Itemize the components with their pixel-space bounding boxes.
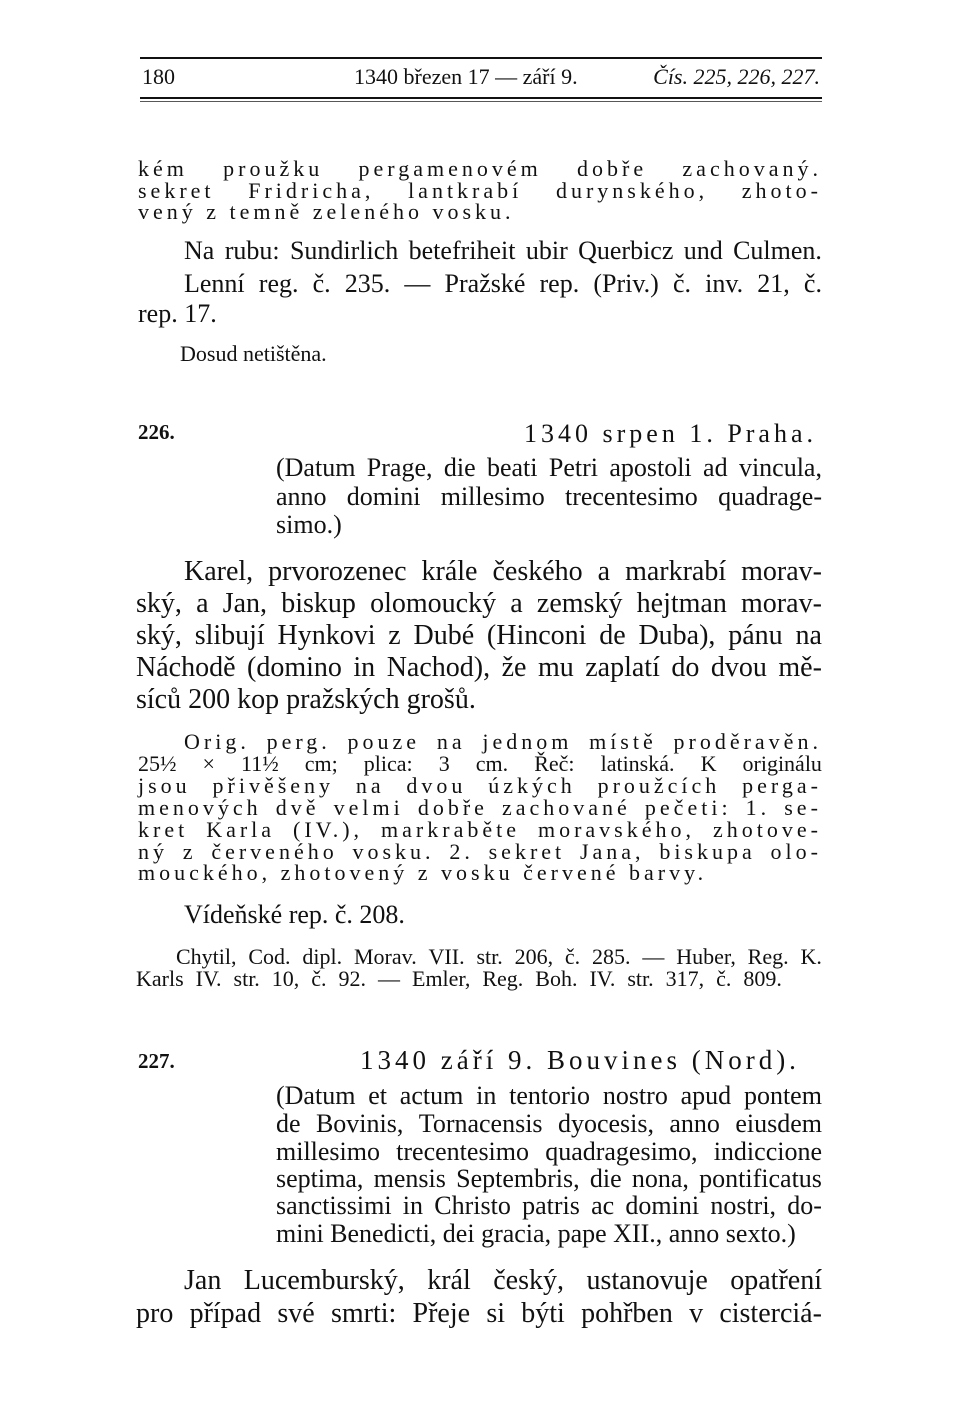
prev-desc-line	[138, 158, 822, 180]
word: cm.	[475, 751, 509, 776]
word: a	[597, 556, 611, 587]
reverse-line	[184, 238, 822, 264]
word: Petri	[548, 453, 598, 482]
word: č.	[803, 269, 822, 298]
word: anno	[276, 482, 327, 511]
word: —	[378, 966, 401, 991]
word: pohřben	[581, 1298, 673, 1329]
word: (IV.),	[293, 817, 364, 842]
word: Karls	[136, 966, 184, 991]
word: ubir	[525, 236, 568, 265]
doc-227-latin-line	[276, 1111, 822, 1137]
word: na	[795, 620, 822, 651]
word: IV.	[589, 966, 616, 991]
doc-227-latin-line	[276, 1166, 822, 1192]
word: zhoto-	[741, 178, 822, 203]
word: sekret	[488, 839, 566, 864]
doc-226-orig-line	[138, 797, 822, 819]
word: č.	[564, 944, 581, 969]
word: Lenní	[184, 269, 245, 298]
word: rep.	[539, 269, 580, 298]
word: millesimo	[440, 482, 545, 511]
word: velmi	[333, 795, 404, 820]
word: et	[368, 1081, 387, 1110]
word: dvou	[710, 652, 767, 683]
word: anno	[669, 1109, 720, 1138]
word: eiusdem	[735, 1109, 822, 1138]
word: patris	[522, 1191, 580, 1220]
word: Prage,	[366, 453, 433, 482]
header-rule-bottom	[140, 97, 822, 99]
word: na	[436, 729, 466, 754]
word: Boh.	[535, 966, 578, 991]
doc-227-latin-line	[276, 1193, 822, 1219]
word: Tornacensis	[418, 1109, 543, 1138]
doc-226-orig-line	[138, 775, 822, 797]
word: nostro	[602, 1081, 668, 1110]
word: 235.	[344, 269, 391, 298]
word: 809.	[743, 966, 782, 991]
word: Nachod),	[386, 652, 491, 683]
word: 206,	[514, 944, 554, 969]
word: Duba),	[638, 620, 716, 651]
word: Jan	[184, 1265, 222, 1296]
page-number: 180	[142, 64, 175, 89]
word: dvou	[406, 773, 467, 798]
word: Karla	[206, 817, 276, 842]
word: zaplatí	[585, 652, 660, 683]
word: Jan,	[222, 588, 268, 619]
word: apostoli	[609, 453, 692, 482]
word: český,	[493, 1265, 564, 1296]
word: pro	[136, 1298, 174, 1329]
word: na	[355, 773, 385, 798]
doc-226-latin-line	[276, 484, 822, 510]
word: červeného	[211, 839, 338, 864]
doc-226-literature-line	[176, 946, 822, 968]
doc-227-latin-line	[276, 1083, 822, 1109]
word: Hynkovi	[277, 620, 376, 651]
word: beati	[486, 453, 538, 482]
word: cisterciá-	[719, 1298, 822, 1329]
word: Reg.	[747, 944, 789, 969]
word: vincula,	[738, 453, 822, 482]
word: tentorio	[509, 1081, 591, 1110]
doc-226-orig-line	[138, 753, 822, 775]
doc-226-summary-line: síců 200 kop pražských grošů.	[136, 684, 476, 715]
word: opatření	[730, 1265, 822, 1296]
word: své	[277, 1298, 315, 1329]
word: morav-	[741, 556, 822, 587]
word: Fridricha,	[248, 178, 375, 203]
word: proděravěn.	[673, 729, 822, 754]
word: Cod.	[248, 944, 291, 969]
doc-227-dateline: 1340 září 9. Bouvines (Nord).	[360, 1045, 800, 1075]
doc-226-summary-line	[184, 558, 822, 586]
word: nostri,	[710, 1191, 777, 1220]
word: zachovaný.	[682, 156, 822, 181]
doc-226-latin-line	[276, 455, 822, 481]
word: Náchodě	[136, 652, 236, 683]
word: v	[689, 1298, 704, 1329]
word: lantkrabí	[408, 178, 523, 203]
word: in	[353, 652, 376, 683]
word: Jana,	[579, 839, 645, 864]
word: jsou	[138, 773, 191, 798]
word: mu	[537, 652, 574, 683]
word: latinská.	[600, 751, 675, 776]
word: Karel,	[184, 556, 254, 587]
word: ad	[703, 453, 728, 482]
word: perg.	[266, 729, 331, 754]
word: Chytil,	[176, 944, 237, 969]
doc-227-summary-line	[184, 1267, 822, 1295]
reverse-line	[184, 271, 822, 297]
word: z	[388, 620, 401, 651]
word: se-	[784, 795, 822, 820]
doc-227-summary-line	[136, 1300, 822, 1328]
word: de	[599, 620, 626, 651]
word: in	[402, 1191, 424, 1220]
word: přivěšeny	[212, 773, 335, 798]
word: domini	[346, 482, 421, 511]
word: K	[700, 751, 717, 776]
word: Querbicz	[578, 236, 674, 265]
word: biskupa	[659, 839, 756, 864]
word: Lucemburský,	[243, 1265, 405, 1296]
word: Emler,	[412, 966, 471, 991]
word: mě-	[778, 652, 822, 683]
word: in	[476, 1081, 497, 1110]
doc-227-latin-line: mini Benedicti, dei gracia, pape XII., anno sexto.)	[276, 1219, 796, 1248]
word: menových	[138, 795, 262, 820]
doc-226-orig-line: mouckého, zhotovený z vosku červené barvy.	[138, 860, 708, 885]
word: prvorozenec	[268, 556, 407, 587]
word: zachované	[502, 795, 631, 820]
word: Přeje	[412, 1298, 471, 1329]
word: Reg.	[482, 966, 524, 991]
word: Huber,	[676, 944, 736, 969]
word: Culmen.	[733, 236, 822, 265]
word: 1.	[745, 795, 771, 820]
word: Bovinis,	[315, 1109, 404, 1138]
word: a	[510, 588, 523, 619]
word: 2.	[449, 839, 474, 864]
word: že	[501, 652, 527, 683]
word: (Hinconi	[486, 620, 587, 651]
word: 25½	[138, 751, 177, 776]
word: si	[486, 1298, 505, 1329]
word: str.	[233, 966, 260, 991]
word: 317,	[665, 966, 705, 991]
doc-226-orig-line	[138, 819, 822, 841]
doc-226-dateline: 1340 srpen 1. Praha.	[524, 419, 818, 448]
word: 11½	[241, 751, 279, 776]
word: a	[196, 588, 209, 619]
word: IV.	[195, 966, 222, 991]
word: ský,	[136, 620, 182, 651]
word: trecentesimo	[564, 482, 698, 511]
word: durynského,	[555, 178, 709, 203]
word: dipl.	[302, 944, 343, 969]
word: sekret	[138, 178, 215, 203]
unpublished-note: Dosud netištěna.	[180, 341, 327, 366]
word: trecentesimo	[396, 1137, 530, 1166]
word: dobře	[577, 156, 648, 181]
header-rule-bottom-thin	[140, 101, 822, 102]
word: 21,	[757, 269, 790, 298]
word: kém	[138, 156, 188, 181]
word: str.	[476, 944, 503, 969]
word: de	[276, 1109, 301, 1138]
word: (Datum	[276, 453, 356, 482]
word: českého	[492, 556, 583, 587]
word: 285.	[592, 944, 631, 969]
word: K.	[800, 944, 822, 969]
word: (Datum	[276, 1081, 356, 1110]
word: sanctissimi	[276, 1191, 392, 1220]
word: Pražské	[444, 269, 526, 298]
word: Septembris,	[456, 1164, 580, 1193]
word: nona,	[631, 1164, 689, 1193]
word: actum	[399, 1081, 464, 1110]
word: Orig.	[184, 729, 250, 754]
word: do	[671, 652, 700, 683]
word: hejtman	[636, 588, 727, 619]
word: quadragesimo,	[545, 1137, 698, 1166]
word: dyocesis,	[557, 1109, 654, 1138]
doc-226-archive: Vídeňské rep. č. 208.	[184, 900, 405, 929]
word: zemský	[536, 588, 623, 619]
doc-226-orig-line	[184, 731, 822, 753]
header-date-range: 1340 březen 17 — září 9.	[354, 64, 578, 89]
word: proužku	[223, 156, 324, 181]
word: Řeč:	[534, 751, 575, 776]
word: dobře	[417, 795, 488, 820]
word: 10,	[271, 966, 300, 991]
word: pouze	[347, 729, 421, 754]
word: domini	[625, 1191, 700, 1220]
word: moravského,	[537, 817, 695, 842]
word: morav-	[741, 588, 822, 619]
word: krále	[421, 556, 478, 587]
word: Na	[184, 236, 215, 265]
word: septima,	[276, 1164, 364, 1193]
word: originálu	[742, 751, 822, 776]
word: ×	[202, 751, 215, 776]
word: č.	[672, 269, 691, 298]
word: pergamenovém	[358, 156, 542, 181]
word: olo-	[770, 839, 822, 864]
word: býti	[521, 1298, 565, 1329]
word: dvě	[275, 795, 320, 820]
word: ný	[138, 839, 168, 864]
word: inv.	[705, 269, 744, 298]
word: str.	[627, 966, 654, 991]
word: slibují	[194, 620, 265, 651]
header-rule-top	[140, 57, 822, 59]
word: z	[182, 839, 197, 864]
word: —	[642, 944, 665, 969]
word: indiccione	[713, 1137, 822, 1166]
word: reg.	[258, 269, 299, 298]
doc-number-227: 227.	[138, 1049, 175, 1073]
word: apud	[680, 1081, 732, 1110]
word: markrabí	[625, 556, 727, 587]
word: proužcích	[597, 773, 721, 798]
word: die	[443, 453, 476, 482]
word: plica:	[363, 751, 413, 776]
word: die	[589, 1164, 622, 1193]
word: do-	[787, 1191, 822, 1220]
doc-226-summary-line	[136, 654, 822, 682]
word: místě	[589, 729, 657, 754]
word: král	[427, 1265, 471, 1296]
word: biskup	[281, 588, 356, 619]
word: (Priv.)	[593, 269, 659, 298]
word: pečeti:	[644, 795, 732, 820]
word: und	[683, 236, 723, 265]
word: pontificatus	[699, 1164, 822, 1193]
word: kret	[138, 817, 189, 842]
word: 92.	[338, 966, 367, 991]
word: VII.	[428, 944, 465, 969]
word: —	[404, 269, 431, 298]
doc-number-226: 226.	[138, 420, 175, 444]
word: mensis	[373, 1164, 446, 1193]
word: ustanovuje	[586, 1265, 708, 1296]
word: pánu	[728, 620, 783, 651]
doc-226-summary-line	[136, 590, 822, 618]
word: quadrage-	[718, 482, 822, 511]
word: betefriheit	[408, 236, 516, 265]
doc-226-literature-line	[136, 968, 782, 990]
word: rubu:	[224, 236, 280, 265]
word: ský,	[136, 588, 182, 619]
word: markraběte	[381, 817, 520, 842]
word: (domino	[247, 652, 342, 683]
word: cm;	[304, 751, 338, 776]
word: Dubé	[413, 620, 475, 651]
word: č.	[312, 269, 331, 298]
word: zhotove-	[712, 817, 822, 842]
word: č.	[311, 966, 327, 991]
word: olomoucký	[370, 588, 497, 619]
word: 3	[438, 751, 450, 776]
doc-226-latin-line: simo.)	[276, 510, 342, 539]
header-doc-numbers: Čís. 225, 226, 227.	[653, 64, 820, 89]
word: úzkých	[488, 773, 576, 798]
word: perga-	[742, 773, 822, 798]
word: ac	[591, 1191, 615, 1220]
word: případ	[189, 1298, 262, 1329]
word: č.	[716, 966, 732, 991]
word: vosku.	[352, 839, 435, 864]
prev-desc-line: vený z temně zeleného vosku.	[138, 199, 515, 224]
reverse-line: rep. 17.	[138, 299, 217, 328]
doc-227-latin-line	[276, 1139, 822, 1165]
word: Christo	[434, 1191, 511, 1220]
doc-226-summary-line	[136, 622, 822, 650]
word: Sundirlich	[289, 236, 399, 265]
word: smrti:	[330, 1298, 397, 1329]
word: millesimo	[276, 1137, 380, 1166]
word: Morav.	[353, 944, 417, 969]
word: jednom	[482, 729, 573, 754]
word: pontem	[743, 1081, 822, 1110]
